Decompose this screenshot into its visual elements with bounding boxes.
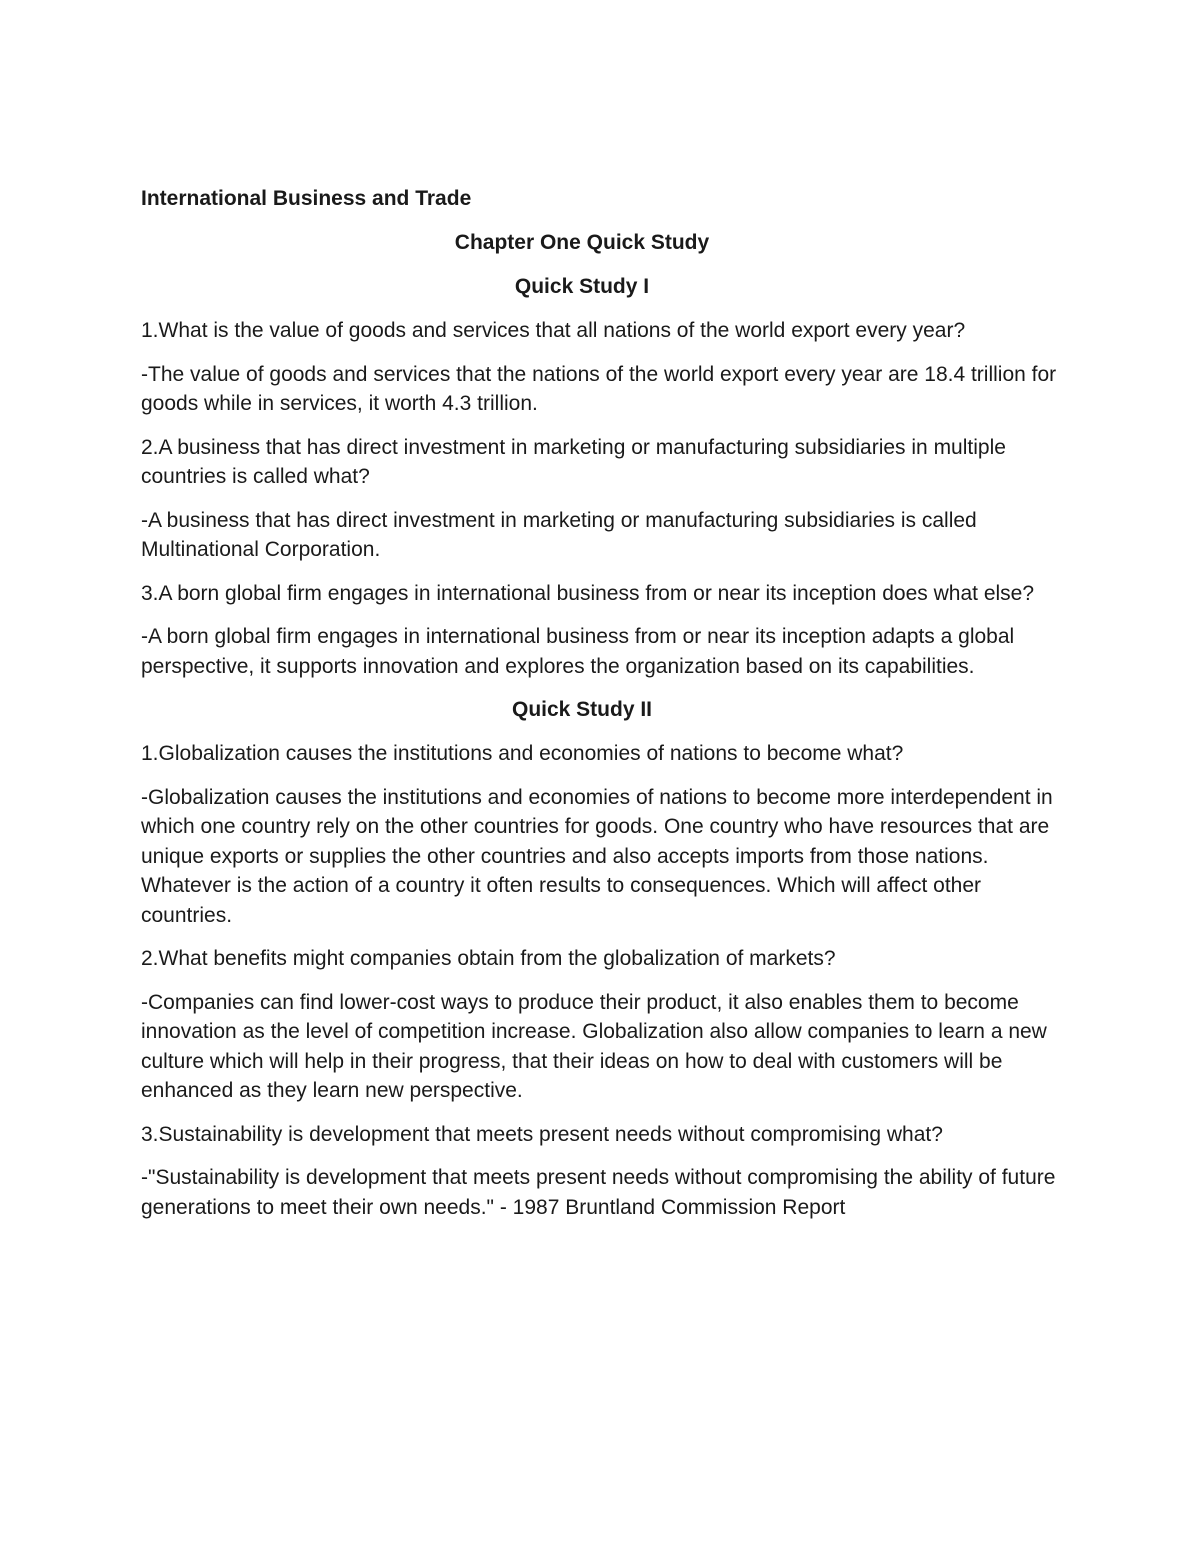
answer-paragraph: -A born global firm engages in international business from or near its inception adapts a global perspective, it supports innovation and explores the organization based on its capabilities. (141, 625, 1015, 678)
question-paragraph: 2.What benefits might companies obtain from the globalization of markets? (141, 947, 836, 970)
document-page (141, 184, 1061, 1236)
answer-paragraph: -Globalization causes the institutions and economies of nations to become more interdependent in which one country rely on the other countries for goods. One country who have resources that are unique exports or supplies the other countries and also accepts imports from those nations. Whatever is the action of a country it often results to consequences. Which will affect other countries. (141, 785, 1053, 927)
answer-paragraph: -The value of goods and services that the nations of the world export every year are 18.4 trillion for goods while in services, it worth 4.3 trillion. (141, 362, 1057, 415)
chapter-heading: Chapter One Quick Study (454, 231, 710, 254)
document-title: International Business and Trade (141, 187, 472, 210)
question-paragraph: 3.A born global firm engages in international business from or near its inception does what else? (141, 581, 1035, 605)
question-paragraph: 1.What is the value of goods and services that all nations of the world export every year? (141, 319, 966, 342)
question-paragraph: 2.A business that has direct investment in marketing or manufacturing subsidiaries in multiple countries is called what? (141, 435, 1006, 488)
question-paragraph: 1.Globalization causes the institutions and economies of nations to become what? (141, 742, 904, 765)
section-heading-quick-study-1: Quick Study I (514, 275, 650, 298)
answer-paragraph: -A business that has direct investment in marketing or manufacturing subsidiaries is called Multinational Corporation. (141, 508, 977, 561)
answer-paragraph: -Companies can find lower-cost ways to produce their product, it also enables them to become innovation as the level of competition increase. Globalization also allow companies to learn a new culture which will help in their progress, that their ideas on how to deal with customers will be enhanced as they learn new perspective. (141, 990, 1047, 1102)
section-heading-quick-study-2: Quick Study II (511, 698, 653, 721)
answer-paragraph: -"Sustainability is development that meets present needs without compromising the ability of future generations to meet their own needs." - 1987 Bruntland Commission Report (141, 1166, 1056, 1219)
question-paragraph: 3.Sustainability is development that meets present needs without compromising what? (141, 1122, 943, 1146)
